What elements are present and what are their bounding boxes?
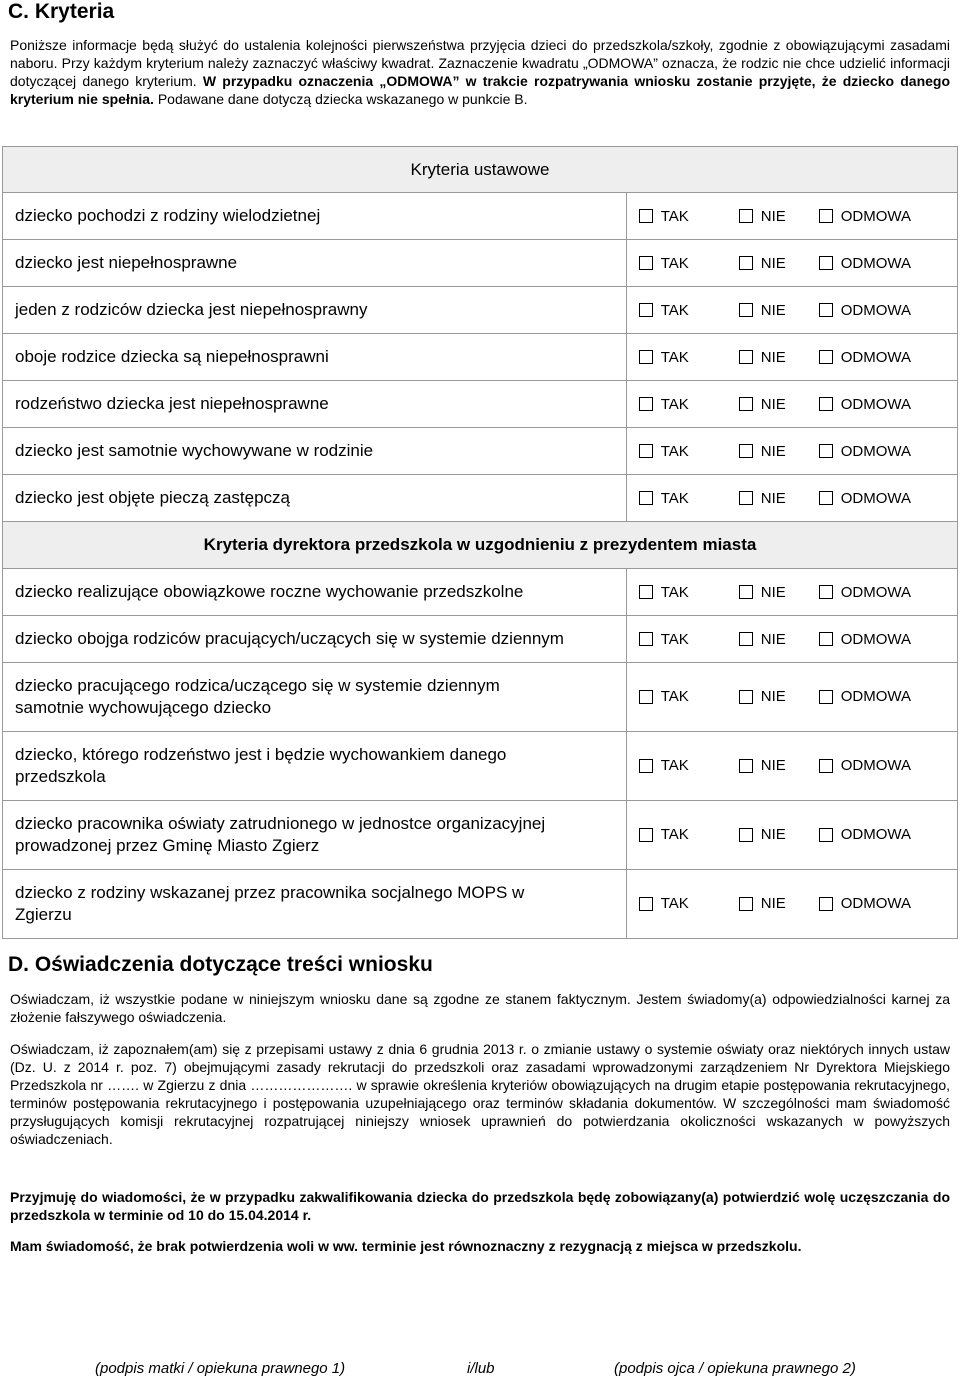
options-group bbox=[639, 349, 957, 366]
checkbox-tak[interactable] bbox=[639, 632, 653, 646]
declaration-rules: Oświadczam, iż zapoznałem(am) się z przepisami ustawy z dnia 6 grudnia 2013 r. o zmianie ustawy o systemie oświaty oraz niektórych innych ustaw (Dz. U. z 2014 r. poz. 7) obejmującymi zasady rekrutacji do przedszkoli oraz zasadami wprowadzonymi zarządzeniem Nr Dyrektora Miejskiego Przedszkola nr ……. w Zgierzu z dnia …………………. w sprawie określenia kryteriów obowiązujących na drugim etapie postępowania rekrutacyjnego, terminów postępowania rekrutacyjnego i postępowania uzupełniającego oraz terminów składania dokumentów. W szczególności mam świadomość przysługujących komisji rekrutacyjnej rozpatrującej niniejszy wniosek uprawnień do potwierdzania okoliczności wskazanych w powyższych oświadczeniach. bbox=[10, 1041, 950, 1147]
checkbox-tak[interactable] bbox=[639, 759, 653, 773]
checkbox-nie[interactable] bbox=[739, 690, 753, 704]
options-cell bbox=[626, 475, 957, 522]
option-label-nie: NIE bbox=[760, 688, 786, 705]
criterion-label: samotnie wychowującego dziecko bbox=[15, 698, 272, 717]
options-cell bbox=[626, 663, 957, 732]
director-criteria-header-label: Kryteria dyrektora przedszkola w uzgodnieniu z prezydentem miasta bbox=[203, 535, 757, 554]
option-label-tak: TAK bbox=[660, 895, 689, 912]
options-group bbox=[639, 824, 957, 846]
options-group bbox=[639, 443, 957, 460]
option-tak[interactable] bbox=[639, 396, 739, 413]
checkbox-nie[interactable] bbox=[739, 828, 753, 842]
option-label-tak: TAK bbox=[660, 254, 689, 272]
checkbox-odmowa[interactable] bbox=[819, 828, 833, 842]
checkbox-tak[interactable] bbox=[639, 397, 653, 411]
option-label-odmowa: ODMOWA bbox=[840, 442, 912, 460]
criterion-row bbox=[3, 569, 958, 616]
option-odmowa[interactable] bbox=[819, 584, 911, 601]
checkbox-odmowa[interactable] bbox=[819, 303, 833, 317]
option-label-tak: TAK bbox=[660, 301, 689, 319]
criterion-label: dziecko pochodzi z rodziny wielodzietnej bbox=[15, 206, 321, 225]
acknowledgement-resignation: Mam świadomość, że brak potwierdzenia woli w ww. terminie jest równoznaczny z rezygnacją z miejsca w przedszkolu. bbox=[10, 1238, 802, 1254]
option-tak[interactable] bbox=[639, 302, 739, 319]
options-cell bbox=[626, 334, 957, 381]
option-tak[interactable] bbox=[639, 824, 739, 846]
option-odmowa[interactable] bbox=[819, 755, 911, 777]
acknowledgement-confirmation: Przyjmuję do wiadomości, że w przypadku zakwalifikowania dziecka do przedszkola będę zobowiązany(a) potwierdzić wolę uczęszczania do przedszkola w terminie od 10 do 15.04.2014 r. bbox=[10, 1189, 950, 1223]
option-label-odmowa: ODMOWA bbox=[840, 489, 912, 507]
criterion-label: dziecko jest samotnie wychowywane w rodzinie bbox=[15, 441, 374, 460]
option-tak[interactable] bbox=[639, 755, 739, 777]
director-criteria-header-cell bbox=[3, 522, 958, 569]
option-label-nie: NIE bbox=[760, 348, 786, 366]
option-label-odmowa: ODMOWA bbox=[840, 254, 912, 272]
checkbox-nie[interactable] bbox=[739, 256, 753, 270]
options-cell bbox=[626, 381, 957, 428]
option-tak[interactable] bbox=[639, 584, 739, 601]
option-odmowa[interactable] bbox=[819, 349, 911, 366]
checkbox-nie[interactable] bbox=[739, 350, 753, 364]
signature-mother-label: (podpis matki / opiekuna prawnego 1) bbox=[95, 1360, 346, 1377]
options-group bbox=[639, 208, 957, 225]
criterion-label-cell bbox=[3, 616, 627, 663]
section-d-heading: D. Oświadczenia dotyczące treści wniosku bbox=[8, 953, 433, 976]
option-label-tak: TAK bbox=[660, 826, 689, 843]
criterion-row bbox=[3, 287, 958, 334]
checkbox-odmowa[interactable] bbox=[819, 585, 833, 599]
checkbox-tak[interactable] bbox=[639, 256, 653, 270]
criterion-label: dziecko z rodziny wskazanej przez pracownika socjalnego MOPS w bbox=[15, 883, 525, 902]
checkbox-odmowa[interactable] bbox=[819, 491, 833, 505]
option-label-odmowa: ODMOWA bbox=[840, 630, 912, 648]
option-label-tak: TAK bbox=[660, 207, 689, 225]
criterion-label: dziecko pracownika oświaty zatrudnionego w jednostce organizacyjnej bbox=[15, 814, 546, 833]
checkbox-tak[interactable] bbox=[639, 690, 653, 704]
option-label-tak: TAK bbox=[660, 395, 689, 413]
intro-text-2: Podawane dane dotyczą dziecka wskazanego w punkcie B. bbox=[153, 91, 528, 107]
signature-father-label: (podpis ojca / opiekuna prawnego 2) bbox=[614, 1360, 856, 1377]
options-cell bbox=[626, 287, 957, 334]
option-odmowa[interactable] bbox=[819, 824, 911, 846]
criterion-label: dziecko obojga rodziców pracujących/uczących się w systemie dziennym bbox=[15, 629, 564, 648]
option-label-nie: NIE bbox=[760, 489, 786, 507]
criterion-label-cell bbox=[3, 475, 627, 522]
criterion-label-cell bbox=[3, 240, 627, 287]
option-tak[interactable] bbox=[639, 349, 739, 366]
statutory-criteria-header-cell bbox=[3, 147, 958, 193]
criterion-row bbox=[3, 870, 958, 939]
checkbox-tak[interactable] bbox=[639, 585, 653, 599]
options-group bbox=[639, 396, 957, 413]
checkbox-nie[interactable] bbox=[739, 209, 753, 223]
option-tak[interactable] bbox=[639, 443, 739, 460]
option-odmowa[interactable] bbox=[819, 893, 911, 915]
criterion-label-cell bbox=[3, 732, 627, 801]
option-label-odmowa: ODMOWA bbox=[840, 688, 912, 705]
checkbox-nie[interactable] bbox=[739, 585, 753, 599]
criterion-row bbox=[3, 475, 958, 522]
checkbox-nie[interactable] bbox=[739, 303, 753, 317]
option-nie[interactable] bbox=[739, 893, 819, 915]
section-c-heading: C. Kryteria bbox=[8, 0, 115, 23]
option-nie[interactable] bbox=[739, 824, 819, 846]
director-criteria-header bbox=[3, 522, 958, 569]
criterion-label: dziecko jest niepełnosprawne bbox=[15, 253, 238, 272]
option-label-nie: NIE bbox=[760, 254, 786, 272]
options-cell bbox=[626, 732, 957, 801]
option-odmowa[interactable] bbox=[819, 631, 911, 648]
option-nie[interactable] bbox=[739, 255, 819, 272]
criterion-row bbox=[3, 663, 958, 732]
checkbox-nie[interactable] bbox=[739, 444, 753, 458]
option-label-odmowa: ODMOWA bbox=[840, 826, 912, 843]
option-label-nie: NIE bbox=[760, 395, 786, 413]
checkbox-odmowa[interactable] bbox=[819, 256, 833, 270]
options-cell bbox=[626, 801, 957, 870]
option-label-tak: TAK bbox=[660, 630, 689, 648]
criterion-label: jeden z rodziców dziecka jest niepełnosprawny bbox=[15, 300, 368, 319]
checkbox-tak[interactable] bbox=[639, 897, 653, 911]
checkbox-tak[interactable] bbox=[639, 350, 653, 364]
checkbox-odmowa[interactable] bbox=[819, 350, 833, 364]
criterion-label-cell bbox=[3, 334, 627, 381]
options-group bbox=[639, 255, 957, 272]
option-nie[interactable] bbox=[739, 208, 819, 225]
option-label-nie: NIE bbox=[760, 301, 786, 319]
criterion-label: dziecko pracującego rodzica/uczącego się w systemie dziennym bbox=[15, 676, 500, 695]
options-group bbox=[639, 584, 957, 601]
criterion-row bbox=[3, 616, 958, 663]
criterion-label-cell bbox=[3, 801, 627, 870]
option-odmowa[interactable] bbox=[819, 686, 911, 708]
criterion-row bbox=[3, 334, 958, 381]
checkbox-odmowa[interactable] bbox=[819, 690, 833, 704]
checkbox-odmowa[interactable] bbox=[819, 632, 833, 646]
option-label-nie: NIE bbox=[760, 895, 786, 912]
option-label-nie: NIE bbox=[760, 442, 786, 460]
criterion-label: dziecko jest objęte pieczą zastępczą bbox=[15, 488, 290, 507]
options-cell bbox=[626, 193, 957, 240]
option-label-tak: TAK bbox=[660, 442, 689, 460]
criterion-label-cell bbox=[3, 381, 627, 428]
criterion-label: oboje rodzice dziecka są niepełnosprawni bbox=[15, 347, 329, 366]
option-nie[interactable] bbox=[739, 349, 819, 366]
criterion-label-cell bbox=[3, 287, 627, 334]
option-label-tak: TAK bbox=[660, 489, 689, 507]
checkbox-odmowa[interactable] bbox=[819, 897, 833, 911]
criterion-label-cell bbox=[3, 569, 627, 616]
checkbox-tak[interactable] bbox=[639, 303, 653, 317]
checkbox-odmowa[interactable] bbox=[819, 444, 833, 458]
criteria-table bbox=[2, 146, 958, 939]
checkbox-nie[interactable] bbox=[739, 759, 753, 773]
options-group bbox=[639, 302, 957, 319]
checkbox-odmowa[interactable] bbox=[819, 209, 833, 223]
criterion-label: rodzeństwo dziecka jest niepełnosprawne bbox=[15, 394, 329, 413]
option-label-nie: NIE bbox=[760, 826, 786, 843]
option-label-nie: NIE bbox=[760, 757, 786, 774]
option-nie[interactable] bbox=[739, 490, 819, 507]
options-cell bbox=[626, 870, 957, 939]
option-label-nie: NIE bbox=[760, 630, 786, 648]
option-label-odmowa: ODMOWA bbox=[840, 395, 912, 413]
option-nie[interactable] bbox=[739, 396, 819, 413]
criterion-row bbox=[3, 801, 958, 870]
criterion-label-cell bbox=[3, 193, 627, 240]
option-nie[interactable] bbox=[739, 686, 819, 708]
criterion-row bbox=[3, 381, 958, 428]
options-group bbox=[639, 631, 957, 648]
option-odmowa[interactable] bbox=[819, 255, 911, 272]
section-c-intro bbox=[10, 36, 950, 108]
checkbox-tak[interactable] bbox=[639, 444, 653, 458]
declaration-truth: Oświadczam, iż wszystkie podane w niniejszym wniosku dane są zgodne ze stanem faktycznym. Jestem świadomy(a) odpowiedzialności karnej za złożenie fałszywego oświadczenia. bbox=[10, 991, 950, 1025]
criterion-row bbox=[3, 193, 958, 240]
option-nie[interactable] bbox=[739, 302, 819, 319]
option-nie[interactable] bbox=[739, 755, 819, 777]
criterion-label: dziecko realizujące obowiązkowe roczne wychowanie przedszkolne bbox=[15, 582, 524, 601]
options-cell bbox=[626, 428, 957, 475]
option-tak[interactable] bbox=[639, 686, 739, 708]
intro-text-bold: W przypadku oznaczenia „ODMOWA” w trakcie rozpatrywania wniosku zostanie przyjęte, że dziecko danego kryterium nie spełnia. bbox=[10, 73, 951, 107]
criterion-label-cell bbox=[3, 663, 627, 732]
intro-text-1: Poniższe informacje będą służyć do ustalenia kolejności pierwszeństwa przyjęcia dzieci do przedszkola/szkoły, zgodnie z obowiązującymi zasadami naboru. Przy każdym kryterium należy zaznaczyć właściwy kwadrat. Zaznaczenie kwadratu „ODMOWA” oznacza, że rodzic nie chce udzielić informacji dotyczącej danego kryterium. bbox=[10, 37, 950, 89]
checkbox-odmowa[interactable] bbox=[819, 397, 833, 411]
criterion-label: dziecko, którego rodzeństwo jest i będzie wychowankiem danego bbox=[15, 745, 507, 764]
option-nie[interactable] bbox=[739, 584, 819, 601]
options-group bbox=[639, 490, 957, 507]
option-nie[interactable] bbox=[739, 631, 819, 648]
options-group bbox=[639, 686, 957, 708]
option-nie[interactable] bbox=[739, 443, 819, 460]
criterion-label-cell bbox=[3, 870, 627, 939]
checkbox-tak[interactable] bbox=[639, 828, 653, 842]
checkbox-nie[interactable] bbox=[739, 397, 753, 411]
signature-or-label: i/lub bbox=[467, 1360, 495, 1377]
option-label-tak: TAK bbox=[660, 688, 689, 705]
options-group bbox=[639, 755, 957, 777]
option-label-tak: TAK bbox=[660, 348, 689, 366]
options-cell bbox=[626, 616, 957, 663]
option-odmowa[interactable] bbox=[819, 443, 911, 460]
options-cell bbox=[626, 569, 957, 616]
option-label-odmowa: ODMOWA bbox=[840, 583, 912, 601]
option-label-tak: TAK bbox=[660, 757, 689, 774]
criterion-label: prowadzonej przez Gminę Miasto Zgierz bbox=[15, 836, 320, 855]
criterion-row bbox=[3, 428, 958, 475]
checkbox-tak[interactable] bbox=[639, 491, 653, 505]
option-odmowa[interactable] bbox=[819, 208, 911, 225]
option-label-tak: TAK bbox=[660, 583, 689, 601]
option-tak[interactable] bbox=[639, 631, 739, 648]
option-tak[interactable] bbox=[639, 893, 739, 915]
checkbox-nie[interactable] bbox=[739, 897, 753, 911]
criterion-row bbox=[3, 732, 958, 801]
option-tak[interactable] bbox=[639, 208, 739, 225]
option-label-odmowa: ODMOWA bbox=[840, 895, 912, 912]
criterion-row bbox=[3, 240, 958, 287]
checkbox-nie[interactable] bbox=[739, 491, 753, 505]
criterion-label: Zgierzu bbox=[15, 905, 72, 924]
options-cell bbox=[626, 240, 957, 287]
option-tak[interactable] bbox=[639, 490, 739, 507]
option-label-nie: NIE bbox=[760, 583, 786, 601]
criterion-label: przedszkola bbox=[15, 767, 106, 786]
option-label-odmowa: ODMOWA bbox=[840, 207, 912, 225]
criterion-label-cell bbox=[3, 428, 627, 475]
checkbox-tak[interactable] bbox=[639, 209, 653, 223]
statutory-criteria-header-label: Kryteria ustawowe bbox=[410, 159, 550, 179]
option-label-odmowa: ODMOWA bbox=[840, 757, 912, 774]
option-label-nie: NIE bbox=[760, 207, 786, 225]
checkbox-odmowa[interactable] bbox=[819, 759, 833, 773]
option-label-odmowa: ODMOWA bbox=[840, 348, 912, 366]
option-odmowa[interactable] bbox=[819, 302, 911, 319]
option-odmowa[interactable] bbox=[819, 396, 911, 413]
option-odmowa[interactable] bbox=[819, 490, 911, 507]
checkbox-nie[interactable] bbox=[739, 632, 753, 646]
option-label-odmowa: ODMOWA bbox=[840, 301, 912, 319]
options-group bbox=[639, 893, 957, 915]
option-tak[interactable] bbox=[639, 255, 739, 272]
statutory-criteria-header bbox=[3, 147, 958, 193]
